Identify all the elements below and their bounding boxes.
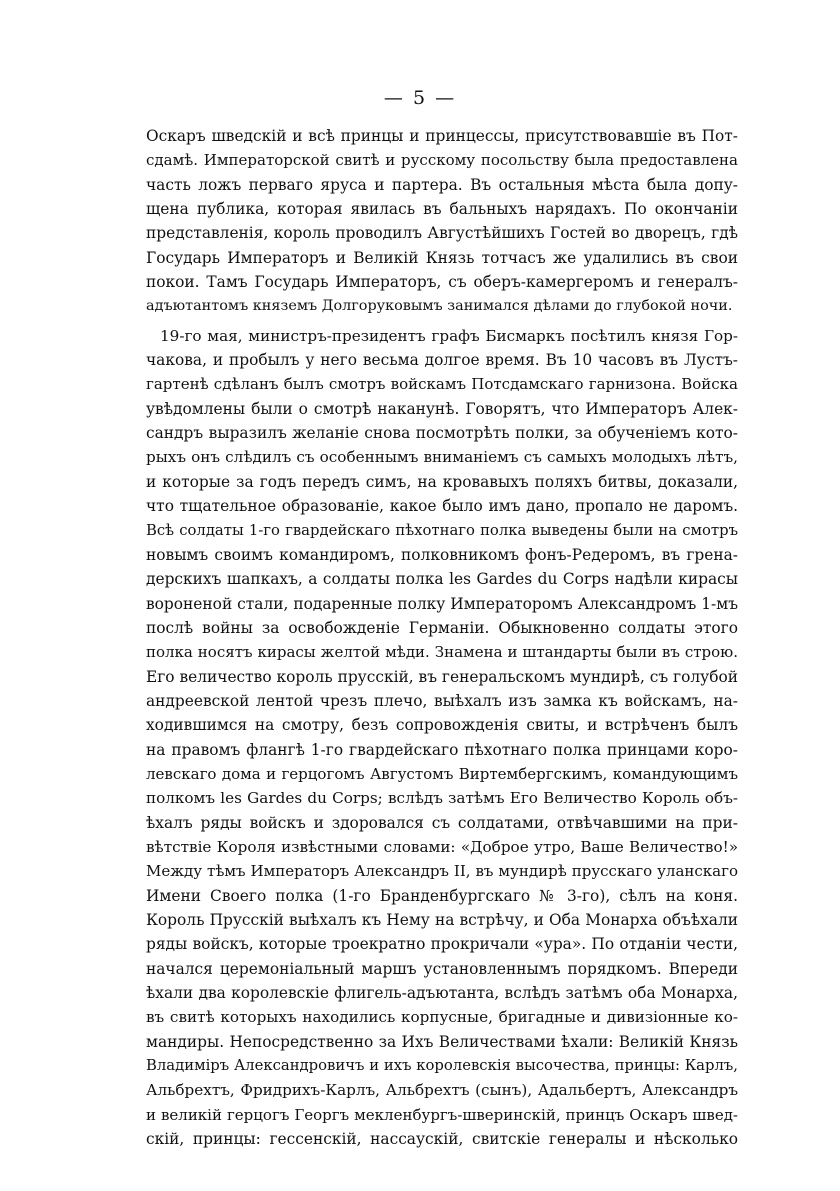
text-line: послѣ войны за освобожденіе Германіи. Обыкновенно солдаты этого — [146, 618, 738, 637]
text-line: дерскихъ шапкахъ, а солдаты полка les Gardes du Corps надѣли кирасы — [146, 570, 738, 589]
body-text — [146, 124, 738, 1151]
text-line: сандръ выразилъ желаніе снова посмотрѣть полки, за обученіемъ кото- — [146, 424, 738, 443]
text-line: что тщательное образованіе, какое было имъ дано, пропало не даромъ. — [146, 497, 738, 516]
text-line: Между тѣмъ Императоръ Александръ II, въ мундирѣ прусскаго уланскаго — [146, 862, 738, 881]
text-line: левскаго дома и герцогомъ Августомъ Виртембергскимъ, командующимъ — [146, 764, 738, 783]
text-line: Всѣ солдаты 1-го гвардейскаго пѣхотнаго полка выведены были на смотръ — [146, 521, 738, 539]
text-line: на правомъ флангѣ 1-го гвардейскаго пѣхотнаго полка принцами коро- — [146, 740, 738, 759]
paragraph — [146, 324, 738, 1152]
text-line: щена публика, которая явилась въ бальныхъ нарядахъ. По окончаніи — [146, 200, 738, 219]
text-line: 19-го мая, министръ-президентъ графъ Бисмаркъ посѣтилъ князя Гор- — [160, 326, 738, 345]
text-line: увѣдомлены были о смотрѣ наканунѣ. Говорятъ, что Императоръ Алек- — [146, 399, 738, 418]
text-line: новымъ своимъ командиромъ, полковникомъ фонъ-Редеромъ, въ грена- — [146, 545, 738, 564]
text-line: Король Прусскій выѣхалъ къ Нему на встрѣчу, и Оба Монарха объѣхали — [146, 911, 738, 929]
text-line: начался церемоніальный маршъ установленнымъ порядкомъ. Впереди — [146, 959, 738, 978]
text-line: адъютантомъ княземъ Долгоруковымъ занимался дѣлами до глубокой ночи. — [146, 298, 733, 315]
text-line: полка носятъ кирасы желтой мѣди. Знамена и штандарты были въ строю. — [146, 643, 738, 662]
text-line: Имени Своего полка (1-го Бранденбургскаго № 3-го), сѣлъ на коня. — [146, 886, 738, 905]
text-line: часть ложъ перваго яруса и партера. Въ остальныя мѣста была допу- — [146, 175, 738, 194]
text-line: мандиры. Непосредственно за Ихъ Величествами ѣхали: Великій Князь — [146, 1032, 738, 1051]
text-line: покои. Тамъ Государь Императоръ, съ оберъ-камергеромъ и генералъ- — [146, 273, 738, 292]
text-line: рыхъ онъ слѣдилъ съ особеннымъ вниманіемъ съ самыхъ молодыхъ лѣтъ, — [146, 448, 738, 467]
text-line: полкомъ les Gardes du Corps; вслѣдъ затѣмъ Его Величество Король объ- — [146, 789, 738, 808]
text-line: Оскаръ шведскій и всѣ принцы и принцессы, присутствовавшіе въ Пот- — [146, 127, 738, 145]
text-line: вороненой стали, подаренные полку Императоромъ Александромъ 1-мъ — [146, 594, 738, 613]
page-number: — 5 — — [383, 87, 457, 109]
text-line: Владиміръ Александровичъ и ихъ королевскія высочества, принцы: Карлъ, — [146, 1057, 738, 1075]
text-line: ряды войскъ, которые троекратно прокричали «ура». По отданіи чести, — [146, 935, 738, 954]
text-line: андреевской лентой чрезъ плечо, выѣхалъ изъ замка къ войскамъ, на- — [146, 691, 738, 710]
text-line: ѣхали два королевскіе флигель-адъютанта, вслѣдъ затѣмъ оба Монарха, — [146, 984, 738, 1003]
text-line: въ свитѣ которыхъ находились корпусные, бригадные и дивизіонные ко- — [146, 1008, 738, 1027]
text-line: Альбрехтъ, Фридрихъ-Карлъ, Альбрехтъ (сынъ), Адальбертъ, Александръ — [146, 1081, 738, 1100]
text-line: ходившимся на смотру, безъ сопровожденія свиты, и встрѣченъ былъ — [146, 716, 738, 735]
text-line: представленія, король проводилъ Августѣйшихъ Гостей во дворецъ, гдѣ — [146, 224, 738, 243]
text-line: Его величество король прусскій, въ генеральскомъ мундирѣ, съ голубой — [146, 667, 738, 686]
text-line: вѣтствіе Короля извѣстными словами: «Доброе утро, Ваше Величество!» — [146, 837, 738, 856]
text-line: скій, принцы: гессенскій, нассаускій, свитскіе генералы и нѣсколько — [146, 1130, 738, 1149]
text-line: Государь Императоръ и Великій Князь тотчасъ же удалились въ свои — [146, 248, 738, 267]
text-line: сдамѣ. Императорской свитѣ и русскому посольству была предоставлена — [146, 151, 738, 170]
paragraph — [146, 124, 738, 319]
text-line: чакова, и пробылъ у него весьма долгое время. Въ 10 часовъ въ Лустъ- — [146, 351, 738, 370]
text-line: ѣхалъ ряды войскъ и здоровался съ солдатами, отвѣчавшими на при- — [146, 813, 738, 832]
text-line: и которые за годъ передъ симъ, на кровавыхъ поляхъ битвы, доказали, — [146, 472, 738, 491]
text-line: и великій герцогъ Георгъ мекленбургъ-шверинскій, принцъ Оскаръ швед- — [146, 1105, 738, 1124]
text-line: гартенѣ сдѣланъ былъ смотръ войскамъ Потсдамскаго гарнизона. Войска — [146, 375, 738, 394]
